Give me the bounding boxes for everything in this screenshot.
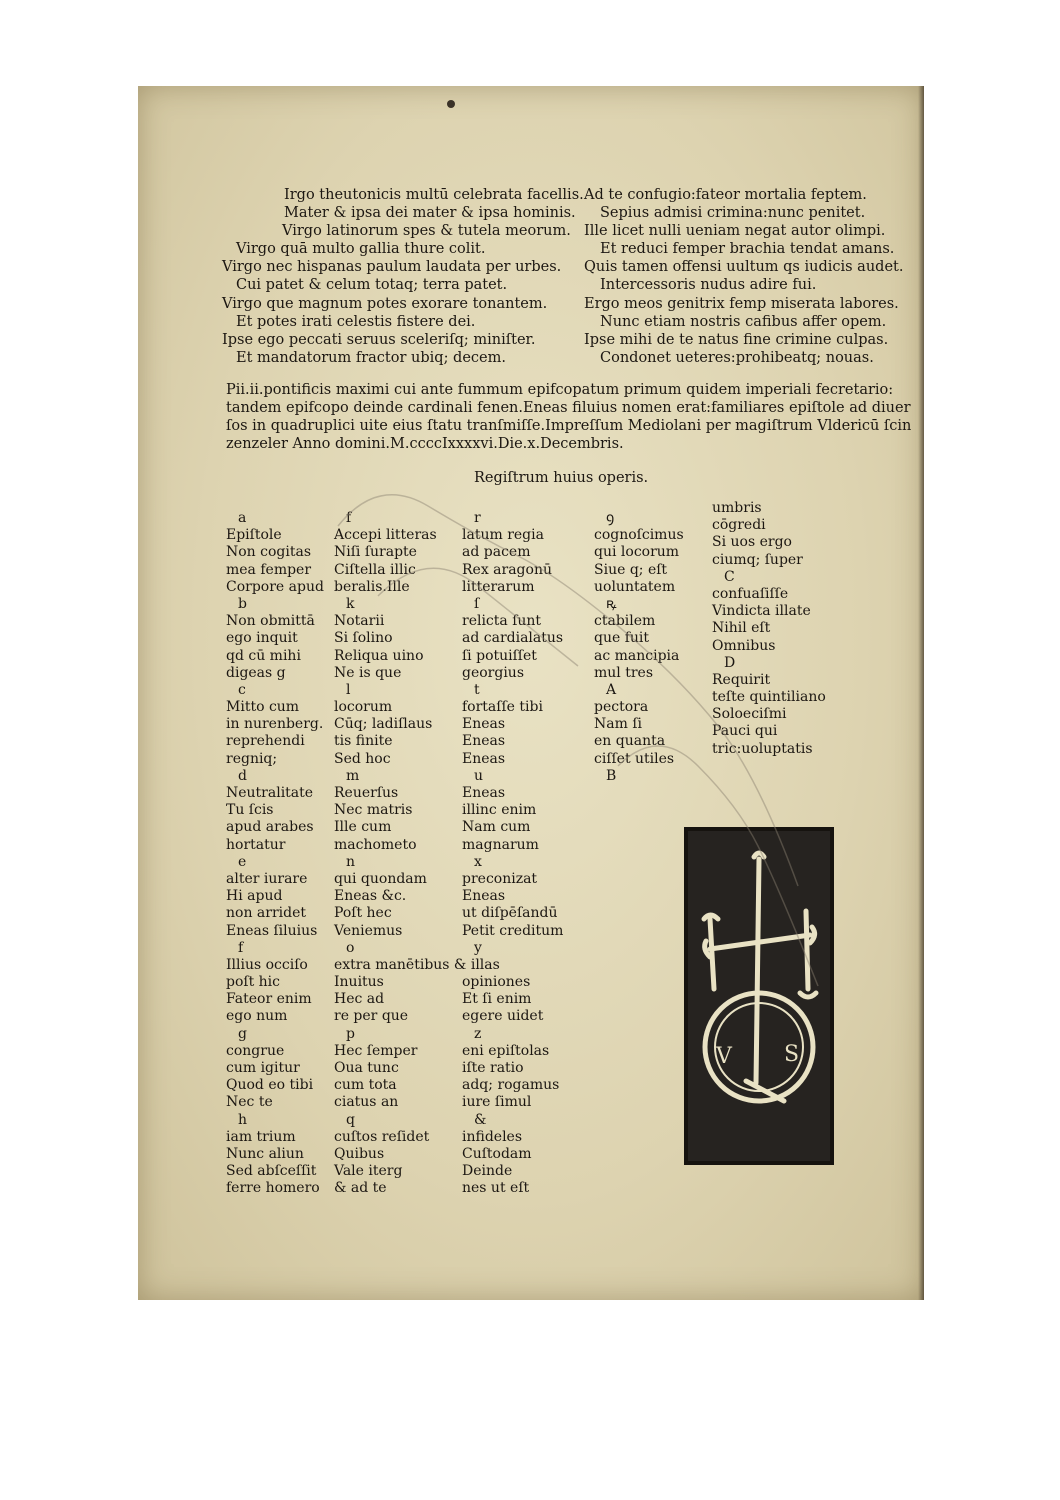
register-entry: ad pacem: [462, 544, 531, 561]
register-entry: Nam ſi: [594, 716, 642, 733]
register-signature: u: [474, 767, 484, 784]
register-entry: Eneas: [462, 785, 506, 801]
colophon-line: Pii.ii.pontificis maximi cui ante fummum epifcopatum primum quidem imperiali fecretario:: [226, 382, 894, 398]
cross-orb-mark-icon: [688, 831, 830, 1161]
register-entry: qui quondam: [334, 870, 427, 887]
colophon-line: ſos in quadruplici uite eius ſtatu tranſmiſſe.Impreſſum Mediolani per magiſtrum Vldericū ſcin: [226, 418, 912, 434]
register-entry: Siue q; eſt: [594, 561, 668, 578]
register-signature: e: [238, 853, 247, 870]
register-entry: cum igitur: [226, 1060, 300, 1076]
register-entry: iam trium: [226, 1128, 296, 1145]
register-entry: Vale iterg: [334, 1163, 403, 1180]
register-entry: Illius occiſo: [226, 956, 308, 973]
register-column-1: [226, 510, 324, 1198]
register-signature: l: [346, 681, 351, 698]
register-entry: Omnibus: [712, 637, 776, 654]
register-entry: tis finite: [334, 733, 393, 750]
register-entry: Oua tunc: [334, 1060, 399, 1076]
register-entry: Eneas: [462, 716, 506, 733]
register-entry: Quibus: [334, 1145, 385, 1162]
register-entry: Petit creditum: [462, 922, 564, 939]
register-entry: pectora: [594, 699, 649, 716]
register-entry: Poſt hec: [334, 905, 392, 922]
register-entry: non arridet: [226, 905, 306, 922]
register-entry: qd cū mihi: [226, 647, 301, 664]
register-signature: g: [238, 1025, 247, 1042]
register-entry: ſi potuiſſet: [462, 647, 537, 664]
register-signature: m: [346, 767, 360, 784]
register-signature: k: [346, 595, 355, 612]
register-entry: Ne is que: [334, 664, 402, 681]
register-entry: mea femper: [226, 561, 312, 578]
register-signature: A: [606, 681, 617, 698]
register-entry: Corpore apud: [226, 578, 324, 595]
register-entry: ad cardialatus: [462, 630, 564, 647]
register-entry: Eneas: [462, 733, 506, 750]
verse-line: Et mandatorum fractor ubiq; decem.: [236, 349, 506, 366]
register-entry: machometo: [334, 836, 417, 853]
register-signature: d: [238, 767, 247, 784]
verses-right: [584, 186, 903, 367]
verse-line: Condonet ueteres:prohibeatq; nouas.: [600, 349, 874, 366]
verse-line: Et reduci femper brachia tendat amans.: [600, 241, 895, 258]
register-entry: locorum: [334, 699, 393, 716]
register-entry: relicta ſunt: [462, 613, 542, 630]
register-entry: ctabilem: [594, 613, 656, 630]
register-entry: Deinde: [462, 1163, 513, 1180]
register-entry: Sed hoc: [334, 750, 391, 767]
register-entry: Eneas: [462, 750, 506, 767]
register-entry: Ille cum: [334, 819, 392, 836]
register-entry: Niſi ſurapte: [334, 544, 417, 561]
register-entry: regniq;: [226, 750, 278, 767]
verse-line: Sepius admisi crimina:nunc penitet.: [600, 205, 866, 222]
verse-line: Virgo latinorum spes & tutela meorum.: [282, 223, 571, 240]
emblem-letter: S: [784, 1042, 800, 1067]
register-entry: Non cogitas: [226, 544, 312, 561]
verse-line: Mater & ipsa dei mater & ipsa hominis.: [284, 205, 576, 222]
colophon: [226, 381, 912, 453]
register-entry: ferre homero: [226, 1180, 320, 1197]
register-entry: Reuerſus: [334, 785, 399, 801]
colophon-line: tandem epifcopo deinde cardinali fenen.Eneas filuius nomen erat:familiares epiſtole ad diuer: [226, 400, 911, 416]
register-signature: ꝶ: [606, 595, 617, 612]
register-entry: Nam cum: [462, 819, 531, 836]
register-entry: ac mancipia: [594, 647, 680, 664]
register-entry: Pauci qui: [712, 723, 778, 740]
register-signature: y: [474, 939, 482, 956]
ink-mark: [447, 100, 455, 108]
register-entry: Neutralitate: [226, 785, 314, 801]
register-entry: ciumq; ſuper: [712, 551, 803, 568]
register-entry: hortatur: [226, 836, 286, 853]
register-entry: Quod eo tibi: [226, 1077, 314, 1094]
register-entry: adq; rogamus: [462, 1077, 560, 1094]
register-entry: ciatus an: [334, 1094, 399, 1111]
register-entry: cognoſcimus: [594, 527, 684, 544]
register-entry: Sed abſceſſit: [226, 1163, 317, 1180]
register-signature: a: [238, 510, 247, 526]
register-entry: Cūq; ladiſlaus: [334, 716, 433, 733]
register-entry: Nunc aliun: [226, 1145, 304, 1162]
register-entry: Accepi litteras: [334, 527, 437, 544]
register-entry: Hi apud: [226, 888, 283, 905]
register-signature: ꝯ: [606, 510, 615, 526]
register-signature: o: [346, 939, 355, 956]
register-entry: uoluntatem: [594, 578, 676, 595]
verse-line: Virgo quā multo gallia thure colit.: [236, 241, 486, 258]
register-signature: t: [474, 681, 480, 698]
register-signature: n: [346, 853, 356, 870]
register-entry: opiniones: [462, 974, 531, 991]
register-signature: r: [474, 510, 481, 526]
register-column-5: [712, 500, 826, 758]
verse-line: Irgo theutonicis multū celebrata facellis.: [284, 187, 584, 203]
register-column-4: [594, 510, 684, 785]
register-signature: &: [474, 1111, 487, 1128]
register-entry: Nec matris: [334, 802, 413, 819]
emblem-letter: V: [716, 1044, 732, 1069]
register-entry: que fuit: [594, 630, 650, 647]
register-entry: reprehendi: [226, 733, 305, 750]
register-signature: z: [474, 1025, 482, 1042]
register-entry: Requirit: [712, 671, 771, 688]
register-entry: confuaſiſſe: [712, 585, 789, 602]
register-entry: cum tota: [334, 1077, 397, 1094]
register-entry: Reliqua uino: [334, 647, 424, 664]
register-entry: Tu ſcis: [226, 802, 274, 819]
register-entry: eni epiſtolas: [462, 1042, 550, 1059]
register-column-3: [462, 510, 563, 1198]
verse-line: Virgo nec hispanas paulum laudata per urbes.: [222, 259, 562, 276]
register-entry: Epiſtole: [226, 527, 282, 544]
register-entry: Cuſtodam: [462, 1145, 532, 1162]
register-entry: Notarii: [334, 613, 385, 630]
register-entry: preconizat: [462, 870, 538, 887]
register-signature: h: [238, 1111, 248, 1128]
verse-line: Intercessoris nudus adire fui.: [600, 277, 817, 294]
register-entry: umbris: [712, 500, 762, 516]
register-entry: alter iurare: [226, 870, 308, 887]
register-title: Regiſtrum huius operis.: [474, 470, 649, 486]
verse-line: Ergo meos genitrix femp miserata labores.: [584, 295, 899, 312]
register-entry: teſte quintiliano: [712, 689, 826, 706]
register-entry: egere uidet: [462, 1008, 544, 1025]
register-entry: cōgredi: [712, 517, 766, 534]
verse-line: Quis tamen offensi uultum qs iudicis audet.: [584, 259, 904, 276]
register-entry: Nihil eſt: [712, 620, 771, 637]
register-entry: magnarum: [462, 836, 539, 853]
register-entry: Si ſolino: [334, 630, 393, 647]
verse-line: Ille licet nulli ueniam negat autor olimpi.: [584, 223, 886, 240]
page-scan: [138, 86, 924, 1300]
register-entry: Ciſtella illic: [334, 561, 416, 578]
register-signature: c: [238, 681, 246, 698]
verse-line: Virgo que magnum potes exorare tonantem.: [222, 295, 548, 312]
register-entry: extra manētibus & illas: [334, 956, 500, 973]
register-entry: tric:uoluptatis: [712, 740, 813, 757]
register-signature: C: [724, 568, 735, 585]
register-entry: latum regia: [462, 527, 544, 544]
register-entry: en quanta: [594, 733, 666, 750]
register-entry: litterarum: [462, 578, 535, 595]
register-entry: Eneas: [462, 888, 506, 905]
register-entry: illinc enim: [462, 802, 537, 819]
register-entry: mul tres: [594, 664, 654, 681]
verse-line: Cui patet & celum totaq; terra patet.: [236, 277, 508, 294]
verse-line: Ipse mihi de te natus fine crimine culpas.: [584, 331, 889, 348]
register-entry: ego inquit: [226, 630, 298, 647]
register-entry: Eneas ſiluius: [226, 922, 318, 939]
register-entry: Rex aragonū: [462, 561, 552, 578]
register-signature: ſ: [474, 595, 480, 612]
register-entry: digeas g: [226, 664, 286, 681]
register-entry: Et ſi enim: [462, 991, 532, 1008]
register-entry: Si uos ergo: [712, 534, 792, 551]
register-entry: fortaſſe tibi: [462, 699, 543, 716]
register-entry: Hec ad: [334, 991, 385, 1008]
register-entry: qui locorum: [594, 544, 680, 561]
register-entry: re per que: [334, 1008, 409, 1025]
register-signature: D: [724, 654, 736, 671]
register-entry: Mitto cum: [226, 699, 300, 716]
register-entry: Fateor enim: [226, 991, 312, 1008]
register-entry: infideles: [462, 1128, 523, 1145]
register-entry: Soloeciſmi: [712, 706, 787, 723]
register-signature: [462, 957, 563, 974]
register-entry: iure ſimul: [462, 1094, 532, 1111]
register-entry: nes ut eſt: [462, 1180, 530, 1197]
register-entry: apud arabes: [226, 819, 314, 836]
register-entry: Inuitus: [334, 974, 384, 991]
verse-line: Ad te confugio:fateor mortalia feptem.: [584, 187, 867, 203]
register-entry: Hec ſemper: [334, 1042, 418, 1059]
register-entry: Veniemus: [334, 922, 403, 939]
register-signature: x: [474, 853, 482, 870]
register-entry: Eneas &c.: [334, 888, 407, 905]
register-entry: Non obmittā: [226, 613, 315, 630]
register-entry: Nec te: [226, 1094, 273, 1111]
register-signature: B: [606, 767, 617, 784]
register-entry: iſte ratio: [462, 1060, 524, 1076]
register-entry: beralis.Ille: [334, 578, 410, 595]
verse-line: Et potes irati celestis fistere dei.: [236, 313, 476, 330]
register-entry: ciſſet utiles: [594, 750, 675, 767]
register-entry: congrue: [226, 1042, 285, 1059]
register-signature: f: [238, 939, 244, 956]
register-entry: in nurenberg.: [226, 716, 324, 733]
register-entry: cuſtos reſidet: [334, 1128, 430, 1145]
verses-left: [222, 186, 584, 367]
register-signature: b: [238, 595, 247, 612]
register-signature: q: [346, 1111, 355, 1128]
verse-line: Nunc etiam nostris cafibus affer opem.: [600, 313, 887, 330]
register-entry: ut diſpēſandū: [462, 905, 558, 922]
register-signature: f: [346, 510, 352, 526]
verse-line: Ipse ego peccati seruus sceleriſq; miniſter.: [222, 331, 536, 348]
register-entry: ego num: [226, 1008, 288, 1025]
colophon-line: zenzeler Anno domini.M.ccccIxxxxvi.Die.x.Decembris.: [226, 436, 624, 452]
register-signature: p: [346, 1025, 355, 1042]
register-entry: & ad te: [334, 1180, 387, 1197]
printer-device-emblem: [684, 827, 834, 1165]
register-entry: Vindicta illate: [712, 603, 811, 620]
register-entry: poſt hic: [226, 974, 280, 991]
register-entry: georgius: [462, 664, 525, 681]
